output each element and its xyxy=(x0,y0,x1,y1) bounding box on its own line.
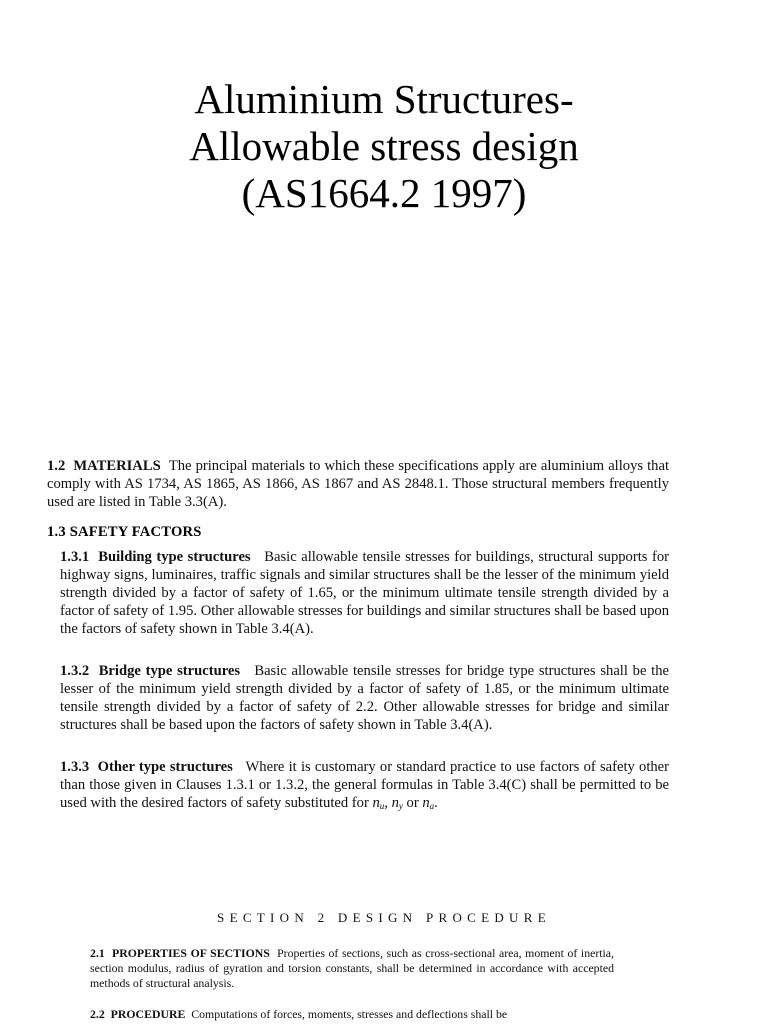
clause-1-3-1-heading: Building type structures xyxy=(98,549,251,565)
clause-2-2-number: 2.2 xyxy=(90,1007,105,1021)
clause-1-3-1 xyxy=(60,548,669,638)
clause-1-3-2 xyxy=(60,662,669,734)
materials-heading: MATERIALS xyxy=(73,458,161,474)
title-line-1: Aluminium Structures- xyxy=(194,76,574,122)
clause-2-1 xyxy=(90,946,614,991)
factor-n-a: $n_a$ xyxy=(422,795,435,811)
clause-1-3-1-number: 1.3.1 xyxy=(60,549,90,565)
separator-2: or xyxy=(402,795,423,811)
materials-paragraph xyxy=(47,457,669,511)
section-2-heading: SECTION 2 DESIGN PROCEDURE xyxy=(217,910,551,925)
clause-2-1-heading: PROPERTIES OF SECTIONS xyxy=(112,946,270,960)
clause-2-2 xyxy=(90,1007,614,1022)
document-title xyxy=(0,76,768,217)
clause-1-3-3-number: 1.3.3 xyxy=(60,759,90,775)
clause-2-1-text: Properties of sections, such as cross-sectional area, moment of inertia, section modulus, radius of gyration and torsion constants, shall be determined in accordance with accepted methods of structural analysis. xyxy=(90,946,614,990)
clause-2-2-text: Computations of forces, moments, stresses and deflections shall be xyxy=(191,1007,508,1021)
clause-1-3-2-text: Basic allowable tensile stresses for bridge type structures shall be the lesser of the minimum yield strength divided by a factor of safety of 1.85, or the minimum ultimate tensile strength divided by a factor of safety of 2.2. Other allowable stresses for bridge and similar structures shall be based upon the factors of safety shown in Table 3.4(A). xyxy=(60,663,670,733)
clause-1-3-3 xyxy=(60,758,669,815)
factor-n-y: $n_y$ xyxy=(391,795,403,811)
clause-1-3-3-heading: Other type structures xyxy=(97,759,233,775)
clause-2-1-number: 2.1 xyxy=(90,946,105,960)
safety-factors-heading: 1.3 SAFETY FACTORS xyxy=(47,524,202,540)
clause-1-3-2-number: 1.3.2 xyxy=(60,663,90,679)
factor-n-u: $n_u$ xyxy=(372,795,385,811)
title-line-3: (AS1664.2 1997) xyxy=(241,170,527,216)
clause-1-3-3-text: Where it is customary or standard practice to use factors of safety other than those given in Clauses 1.3.1 or 1.3.2, the general formulas in Table 3.4(C) shall be permitted to be used with the desired factors of safety substituted for xyxy=(60,759,670,811)
materials-number: 1.2 xyxy=(47,458,66,474)
title-line-2: Allowable stress design xyxy=(189,123,579,169)
clause-2-2-heading: PROCEDURE xyxy=(110,1007,186,1021)
clause-1-3-2-heading: Bridge type structures xyxy=(98,663,241,679)
materials-text: The principal materials to which these specifications apply are aluminium alloys that comply with AS 1734, AS 1865, AS 1866, AS 1867 and AS 2848.1. Those structural members frequently used are listed in Table 3.3(A). xyxy=(47,458,669,510)
separator-1: , xyxy=(384,795,392,811)
sentence-end: . xyxy=(434,795,438,811)
clause-1-3-1-text: Basic allowable tensile stresses for buildings, structural supports for highway signs, luminaires, traffic signals and similar structures shall be the lesser of the minimum yield strength divided by a factor of safety of 1.65, or the minimum ultimate tensile strength divided by a factor of safety of 1.95. Other allowable stresses for buildings and similar structures shall be based upon the factors of safety shown in Table 3.4(A). xyxy=(60,549,669,637)
